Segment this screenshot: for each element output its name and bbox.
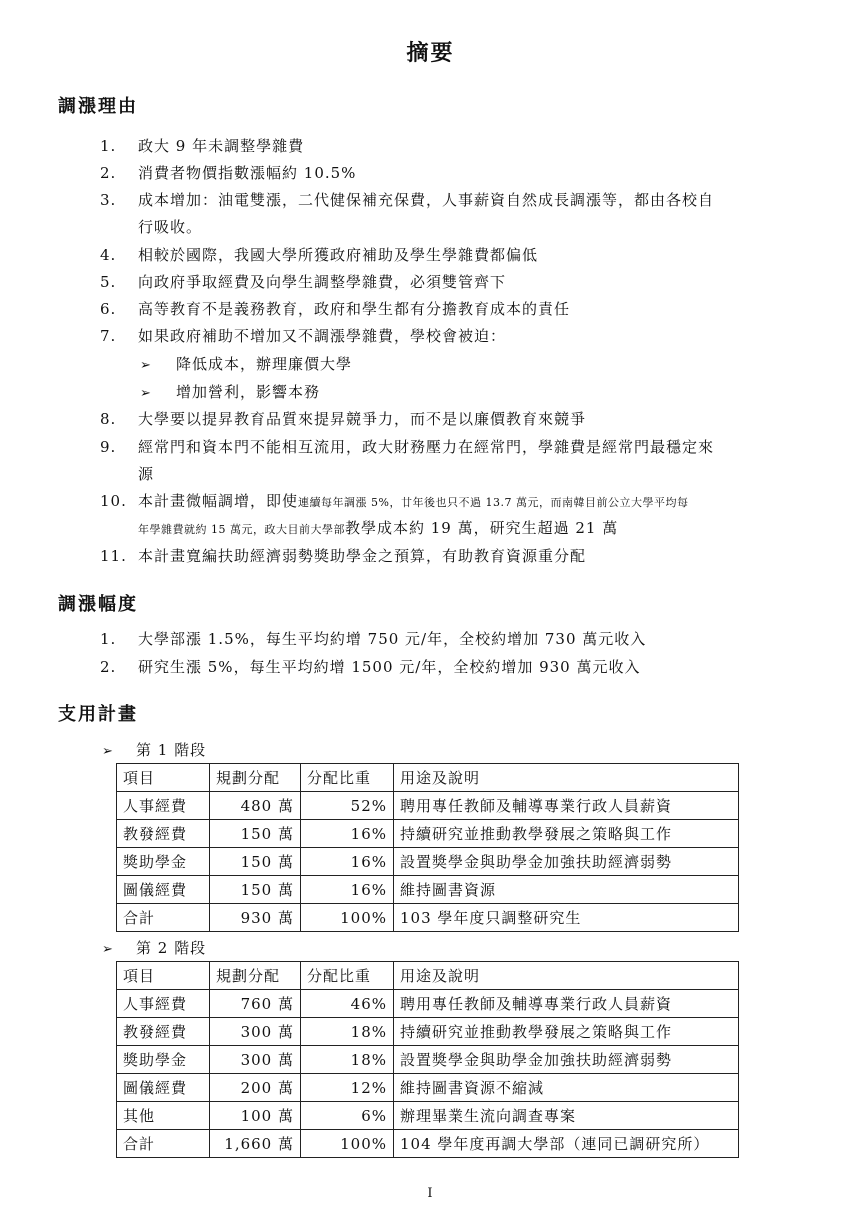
item-number: 9.	[100, 438, 117, 456]
table-cell: 設置獎學金與助學金加強扶助經濟弱勢	[394, 848, 739, 876]
item-text-small: 年學雜費就約 15 萬元，政大目前大學部	[138, 523, 345, 536]
table-cell: 聘用專任教師及輔導專業行政人員薪資	[394, 990, 739, 1018]
item-text: 行吸收。	[138, 218, 203, 236]
table-cell: 合計	[117, 904, 210, 932]
item-number: 6.	[100, 300, 117, 318]
item-text: 相較於國際，我國大學所獲政府補助及學生學雜費都偏低	[138, 246, 539, 264]
table-cell: 200 萬	[210, 1074, 301, 1102]
table-row	[117, 1102, 739, 1130]
sub-bullet	[140, 379, 320, 407]
arrow-icon: ➢	[102, 942, 114, 957]
table-cell: 教發經費	[117, 820, 210, 848]
table-cell: 其他	[117, 1102, 210, 1130]
table-cell: 獎助學金	[117, 848, 210, 876]
table-header-cell: 分配比重	[301, 764, 394, 792]
arrow-icon: ➢	[140, 386, 152, 401]
table-row	[117, 848, 739, 876]
table-cell: 6%	[301, 1102, 394, 1130]
table-cell: 18%	[301, 1018, 394, 1046]
item-text: 本計畫寬編扶助經濟弱勢獎助學金之預算，有助教育資源重分配	[138, 547, 587, 565]
table-cell: 維持圖書資源	[394, 876, 739, 904]
page-number: I	[427, 1186, 434, 1201]
table-cell: 150 萬	[210, 848, 301, 876]
sub-bullet-text: 降低成本，辦理廉價大學	[176, 355, 353, 373]
table-header-cell: 項目	[117, 764, 210, 792]
stage-label	[102, 936, 206, 962]
budget-table-stage-1	[116, 763, 739, 932]
table-cell: 150 萬	[210, 876, 301, 904]
table-row	[117, 792, 739, 820]
table-header-cell: 用途及說明	[394, 764, 739, 792]
section-heading-range: 調漲幅度	[58, 594, 138, 615]
table-cell: 100%	[301, 1130, 394, 1158]
table-cell: 930 萬	[210, 904, 301, 932]
sub-bullet	[140, 351, 352, 379]
table-cell: 300 萬	[210, 1046, 301, 1074]
table-row	[117, 1074, 739, 1102]
table-header-cell: 項目	[117, 962, 210, 990]
table-cell: 16%	[301, 876, 394, 904]
table-cell: 持續研究並推動教學發展之策略與工作	[394, 820, 739, 848]
item-number: 5.	[100, 273, 117, 291]
item-text: 研究生漲 5%，每生平均約增 1500 元/年，全校約增加 930 萬元收入	[138, 658, 641, 676]
table-cell: 12%	[301, 1074, 394, 1102]
table-cell: 教發經費	[117, 1018, 210, 1046]
page-title: 摘要	[406, 40, 455, 66]
table-header-cell: 分配比重	[301, 962, 394, 990]
table-total-row	[117, 1130, 739, 1158]
table-cell: 104 學年度再調大學部（連同已調研究所）	[394, 1130, 739, 1158]
table-cell: 52%	[301, 792, 394, 820]
table-cell: 16%	[301, 820, 394, 848]
table-total-row	[117, 904, 739, 932]
table-cell: 圖儀經費	[117, 1074, 210, 1102]
table-row	[117, 820, 739, 848]
table-cell: 獎助學金	[117, 1046, 210, 1074]
item-number: 2.	[100, 658, 117, 676]
item-text: 消費者物價指數漲幅約 10.5%	[138, 164, 357, 182]
item-text	[138, 515, 810, 543]
table-cell: 150 萬	[210, 820, 301, 848]
arrow-icon: ➢	[102, 744, 114, 759]
item-text: 大學要以提昇教育品質來提昇競爭力，而不是以廉價教育來競爭	[138, 410, 587, 428]
item-text-part: 教學成本約 19 萬，研究生超過 21 萬	[345, 519, 619, 537]
item-text-small: 連續每年調漲 5%，廿年後也只不過 13.7 萬元，而南韓目前公立大學平均每	[298, 496, 689, 509]
table-cell: 100%	[301, 904, 394, 932]
table-row	[117, 1046, 739, 1074]
table-row	[117, 1018, 739, 1046]
table-cell: 1,660 萬	[210, 1130, 301, 1158]
item-number: 1.	[100, 630, 117, 648]
table-header-row	[117, 962, 739, 990]
arrow-icon: ➢	[140, 358, 152, 373]
item-number: 8.	[100, 410, 117, 428]
table-cell: 持續研究並推動教學發展之策略與工作	[394, 1018, 739, 1046]
table-cell: 100 萬	[210, 1102, 301, 1130]
item-text: 大學部漲 1.5%，每生平均約增 750 元/年，全校約增加 730 萬元收入	[138, 630, 647, 648]
item-number: 7.	[100, 327, 117, 345]
table-header-cell: 規劃分配	[210, 764, 301, 792]
table-cell: 人事經費	[117, 792, 210, 820]
table-row	[117, 990, 739, 1018]
table-header-row	[117, 764, 739, 792]
item-number: 3.	[100, 191, 117, 209]
table-cell: 設置獎學金與助學金加強扶助經濟弱勢	[394, 1046, 739, 1074]
item-number: 11.	[100, 547, 127, 565]
table-cell: 聘用專任教師及輔導專業行政人員薪資	[394, 792, 739, 820]
table-row	[117, 876, 739, 904]
table-cell: 103 學年度只調整研究生	[394, 904, 739, 932]
table-cell: 480 萬	[210, 792, 301, 820]
table-cell: 18%	[301, 1046, 394, 1074]
table-cell: 46%	[301, 990, 394, 1018]
item-text-part: 本計畫微幅調增，即使	[138, 492, 299, 510]
stage-label	[102, 738, 206, 764]
item-text: 成本增加：油電雙漲，二代健保補充保費，人事薪資自然成長調漲等，都由各校自	[138, 191, 715, 209]
item-text: 向政府爭取經費及向學生調整學雜費，必須雙管齊下	[138, 273, 507, 291]
table-cell: 維持圖書資源不縮減	[394, 1074, 739, 1102]
table-header-cell: 規劃分配	[210, 962, 301, 990]
table-cell: 300 萬	[210, 1018, 301, 1046]
item-number: 1.	[100, 137, 117, 155]
stage-label-text: 第 1 階段	[136, 741, 207, 759]
item-number: 10.	[100, 492, 127, 510]
table-cell: 760 萬	[210, 990, 301, 1018]
section-heading-reasons: 調漲理由	[58, 96, 138, 117]
table-cell: 人事經費	[117, 990, 210, 1018]
item-text: 經常門和資本門不能相互流用，政大財務壓力在經常門，學雜費是經常門最穩定來	[138, 438, 715, 456]
item-text: 如果政府補助不增加又不調漲學雜費，學校會被迫：	[138, 327, 507, 345]
table-header-cell: 用途及說明	[394, 962, 739, 990]
item-text: 政大 9 年未調整學雜費	[138, 137, 305, 155]
table-cell: 圖儀經費	[117, 876, 210, 904]
budget-table-stage-2	[116, 961, 739, 1158]
stage-label-text: 第 2 階段	[136, 939, 207, 957]
item-number: 2.	[100, 164, 117, 182]
item-text	[138, 488, 810, 516]
table-cell: 16%	[301, 848, 394, 876]
sub-bullet-text: 增加營利，影響本務	[176, 383, 321, 401]
table-cell: 合計	[117, 1130, 210, 1158]
table-cell: 辦理畢業生流向調查專案	[394, 1102, 739, 1130]
item-text: 源	[138, 465, 155, 483]
item-text: 高等教育不是義務教育，政府和學生都有分擔教育成本的責任	[138, 300, 571, 318]
item-number: 4.	[100, 246, 117, 264]
section-heading-plan: 支用計畫	[58, 704, 138, 725]
